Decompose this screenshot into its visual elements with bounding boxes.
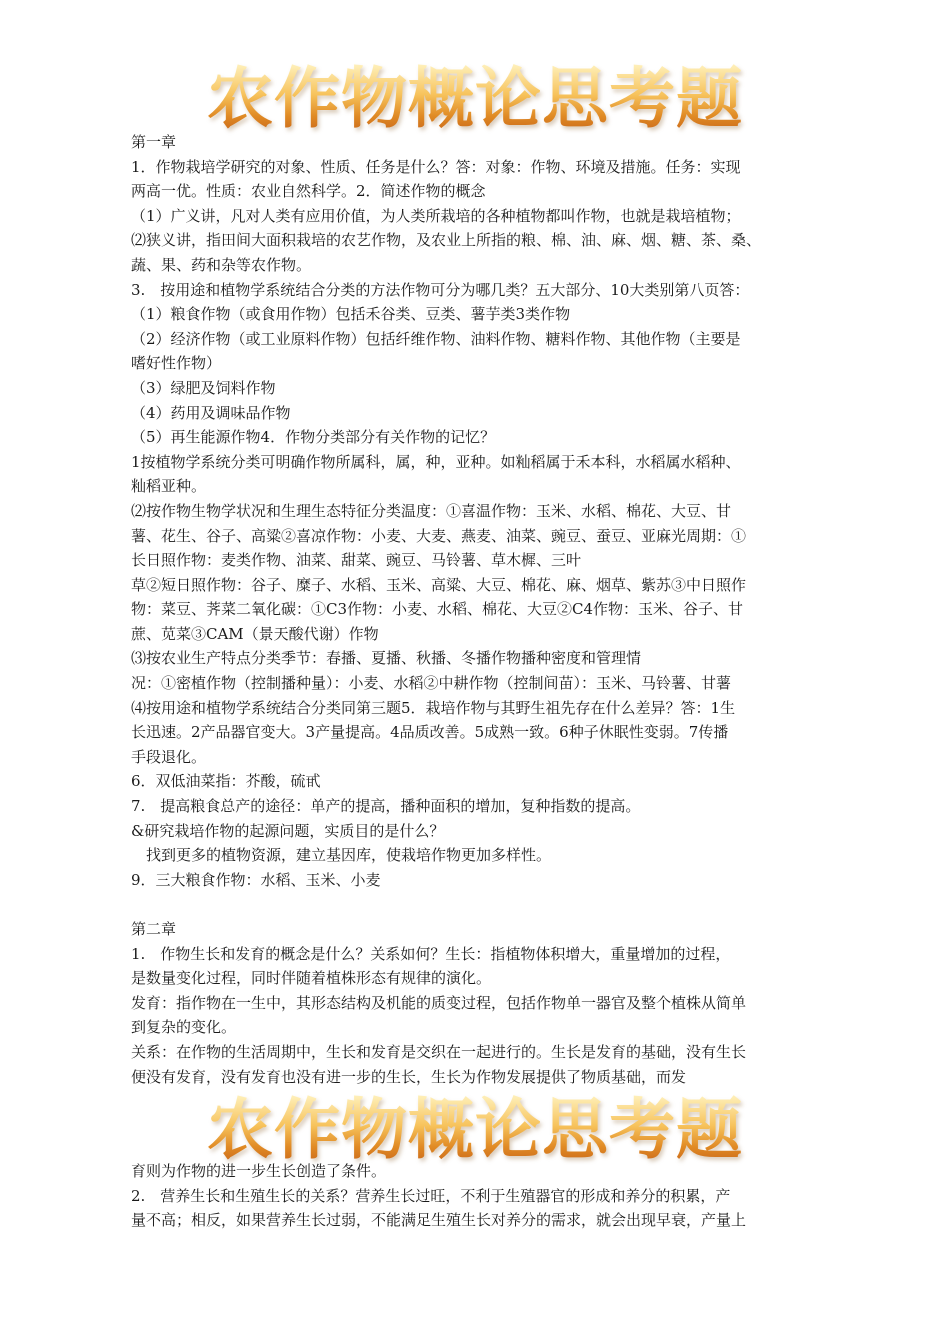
text-line: &研究栽培作物的起源问题，实质目的是什么？ bbox=[131, 821, 445, 840]
text-line: 9．三大粮食作物：水稻、玉米、小麦 bbox=[131, 870, 381, 889]
text-line: 嗜好性作物） bbox=[131, 354, 222, 373]
text-line: 薯、花生、谷子、高粱②喜凉作物：小麦、大麦、燕麦、油菜、豌豆、蚕豆、亚麻光周期：① bbox=[131, 526, 747, 545]
document-title-banner-repeat: 农作物概论思考题 bbox=[0, 1093, 950, 1165]
text-line: 蔗、苋菜③CAM（景天酸代谢）作物 bbox=[131, 624, 379, 643]
text-line: 便没有发育，没有发育也没有进一步的生长，生长为作物发展提供了物质基础，而发 bbox=[131, 1067, 687, 1086]
text-line: 1. 作物生长和发育的概念是什么？关系如何？生长：指植物体积增大，重量增加的过程， bbox=[131, 944, 731, 963]
text-line: （5）再生能源作物4．作物分类部分有关作物的记忆？ bbox=[131, 428, 496, 447]
text-line: ⑷按用途和植物学系统结合分类同第三题5．栽培作物与其野生祖先存在什么差异？答：1生 bbox=[131, 698, 736, 717]
text-line: 物：菜豆、荠菜二氧化碳：①C3作物：小麦、水稻、棉花、大豆②C4作物：玉米、谷子、甘 bbox=[131, 600, 744, 619]
text-line: 蔬、果、药和杂等农作物。 bbox=[131, 255, 312, 274]
text-line: 发育：指作物在一生中，其形态结构及机能的质变过程，包括作物单一器官及整个植株从简单 bbox=[131, 993, 747, 1012]
text-line: 手段退化。 bbox=[131, 747, 207, 766]
text-line: 第一章 bbox=[131, 133, 177, 151]
text-line: （1）广义讲，凡对人类有应用价值，为人类所栽培的各种植物都叫作物，也就是栽培植物； bbox=[131, 206, 741, 225]
text-line: 量不高；相反，如果营养生长过弱，不能满足生殖生长对养分的需求，就会出现早衰，产量上 bbox=[131, 1211, 747, 1230]
text-line: 1按植物学系统分类可明确作物所属科，属，种，亚种。如籼稻属于禾本科，水稻属水稻种、 bbox=[131, 452, 741, 471]
text-line: 况：①密植作物（控制播种量）：小麦、水稻②中耕作物（控制间苗）：玉米、马铃薯、甘薯 bbox=[131, 674, 732, 693]
text-line: 草②短日照作物：谷子、糜子、水稻、玉米、高粱、大豆、棉花、麻、烟草、紫苏③中日照作 bbox=[131, 575, 747, 594]
text-line: 育则为作物的进一步生长创造了条件。 bbox=[131, 1162, 387, 1180]
text-line: 找到更多的植物资源，建立基因库，使栽培作物更加多样性。 bbox=[131, 846, 552, 865]
blank-line bbox=[131, 892, 831, 917]
text-line: 籼稻亚种。 bbox=[131, 477, 207, 496]
text-line: 1．作物栽培学研究的对象、性质、任务是什么？答：对象：作物、环境及措施。任务：实现 bbox=[131, 157, 741, 176]
text-line: 长迅速。2产品器官变大。3产量提高。4品质改善。5成熟一致。6种子休眠性变弱。7传播 bbox=[131, 723, 729, 742]
text-line: 第二章 bbox=[131, 920, 177, 938]
text-line: 长日照作物：麦类作物、油菜、甜菜、豌豆、马铃薯、草木樨、三叶 bbox=[131, 551, 582, 570]
document-body-page-1 bbox=[131, 130, 831, 1089]
text-line: ⑵按作物生物学状况和生理生态特征分类温度：①喜温作物：玉米、水稻、棉花、大豆、甘 bbox=[131, 501, 732, 520]
text-line: 两高一优。性质：农业自然科学。2．简述作物的概念 bbox=[131, 182, 486, 201]
text-line: 到复杂的变化。 bbox=[131, 1018, 237, 1037]
text-line: 3. 按用途和植物学系统结合分类的方法作物可分为哪几类？五大部分、10大类别第八页答： bbox=[131, 280, 750, 299]
text-line: 2. 营养生长和生殖生长的关系？营养生长过旺，不利于生殖器官的形成和养分的积累，产 bbox=[131, 1186, 731, 1205]
document-title-banner: 农作物概论思考题 bbox=[0, 62, 950, 134]
text-line: （3）绿肥及饲料作物 bbox=[131, 378, 276, 397]
text-line: ⑶按农业生产特点分类季节：春播、夏播、秋播、冬播作物播种密度和管理情 bbox=[131, 649, 642, 668]
text-line: （2）经济作物（或工业原料作物）包括纤维作物、油料作物、糖料作物、其他作物（主要是 bbox=[131, 329, 741, 348]
document-body-page-2 bbox=[131, 1159, 831, 1233]
text-line: 7. 提高粮食总产的途径：单产的提高，播种面积的增加，复种指数的提高。 bbox=[131, 797, 641, 816]
text-line: 是数量变化过程，同时伴随着植株形态有规律的演化。 bbox=[131, 969, 492, 988]
text-line: 6．双低油菜指：芥酸，硫甙 bbox=[131, 772, 321, 791]
text-line: ⑵狭义讲，指田间大面积栽培的农艺作物，及农业上所指的粮、棉、油、麻、烟、糖、茶、桑、 bbox=[131, 231, 762, 250]
text-line: （1）粮食作物（或食用作物）包括禾谷类、豆类、薯芋类3类作物 bbox=[131, 305, 571, 324]
text-line: 关系：在作物的生活周期中，生长和发育是交织在一起进行的。生长是发育的基础，没有生长 bbox=[131, 1042, 747, 1061]
text-line: （4）药用及调味品作物 bbox=[131, 403, 291, 422]
